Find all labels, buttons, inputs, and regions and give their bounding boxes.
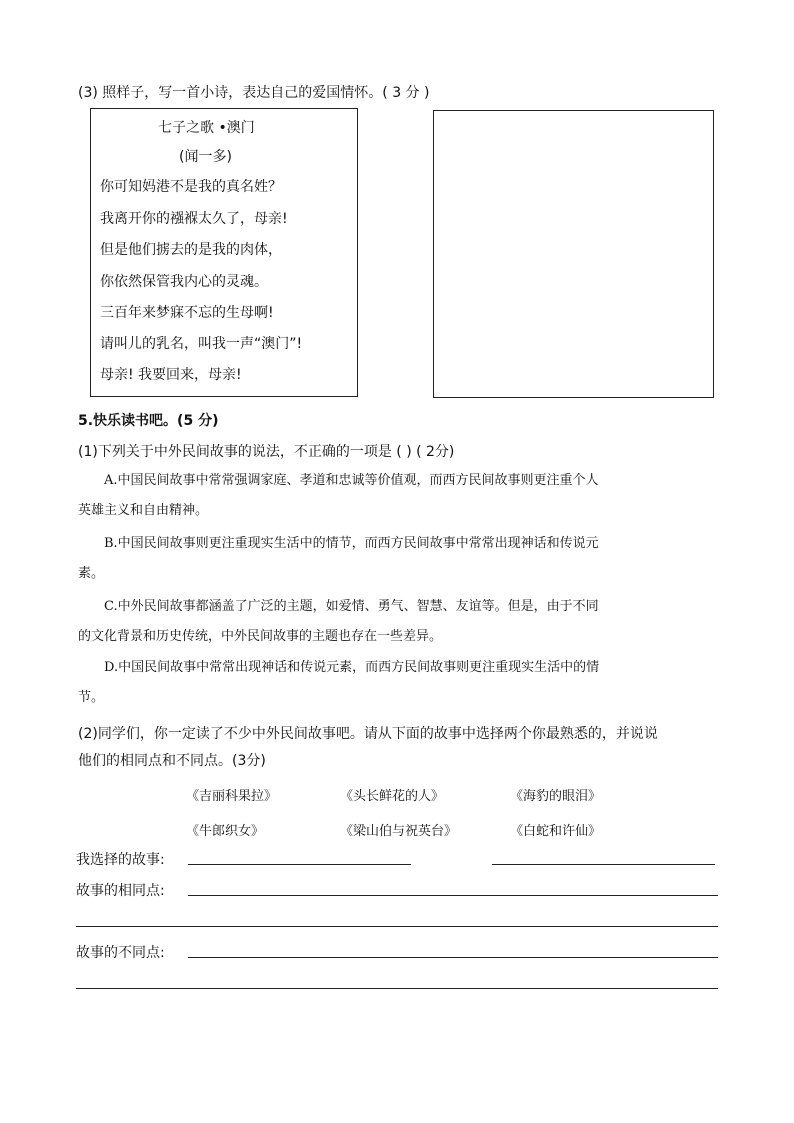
q5-part2-question-line1: (2)同学们，你一定读了不少中外民间故事吧。请从下面的故事中选择两个你最熟悉的，并说说: [78, 726, 658, 742]
poem-box: [90, 108, 358, 397]
option-d-line2: 节。: [78, 690, 105, 705]
story-title: 《海豹的眼泪》: [510, 789, 602, 804]
option-a-line1: A.中国民间故事中常常强调家庭、孝道和忠诚等价值观，而西方民间故事则更注重个人: [104, 473, 599, 488]
option-d-line1: D.中国民间故事中常常出现神话和传说元素，而西方民间故事则更注重现实生活中的情: [104, 660, 600, 675]
diff-points-blank-1[interactable]: [188, 957, 718, 958]
poem-line: 但是他们掳去的是我的肉体，: [100, 242, 282, 258]
diff-points-blank-2[interactable]: [76, 988, 718, 989]
option-c-line1: C.中外民间故事都涵盖了广泛的主题，如爱情、勇气、智慧、友谊等。但是，由于不同: [104, 599, 599, 614]
option-b-line1: B.中国民间故事则更注重现实生活中的情节，而西方民间故事中常常出现神话和传说元: [104, 536, 599, 551]
poem-line: 你依然保管我内心的灵魂。: [100, 274, 268, 290]
story-title: 《头长鲜花的人》: [340, 789, 445, 804]
same-points-blank-1[interactable]: [188, 895, 718, 896]
poem-title: 七子之歌 •澳门: [158, 120, 255, 136]
q5-part2-question-line2: 他们的相同点和不同点。(3分): [78, 753, 266, 769]
chosen-story-blank-2[interactable]: [492, 864, 715, 865]
option-c-line2: 的文化背景和历史传统，中外民间故事的主题也存在一些差异。: [78, 629, 443, 644]
story-title: 《吉丽科果拉》: [186, 789, 278, 804]
option-a-line2: 英雄主义和自由精神。: [78, 503, 209, 518]
q5-part1-question: (1)下列关于中外民间故事的说法，不正确的一项是 ( ) ( 2分): [78, 444, 455, 460]
poem-author: (闻一多): [179, 149, 232, 165]
poem-answer-box[interactable]: [433, 110, 714, 398]
diff-points-label: 故事的不同点:: [76, 945, 165, 961]
option-b-line2: 素。: [78, 566, 105, 581]
q3-prompt: (3) 照样子，写一首小诗，表达自己的爱国情怀。( 3 分 ): [78, 85, 430, 101]
story-title: 《牛郎织女》: [186, 824, 265, 839]
q5-heading: 5.快乐读书吧。(5 分): [78, 413, 219, 429]
story-title: 《白蛇和许仙》: [510, 824, 602, 839]
chosen-story-blank-1[interactable]: [188, 864, 411, 865]
poem-line: 三百年来梦寐不忘的生母啊!: [100, 305, 274, 321]
same-points-blank-2[interactable]: [76, 926, 718, 927]
poem-line: 我离开你的襁褓太久了，母亲!: [100, 211, 288, 227]
story-title: 《梁山伯与祝英台》: [340, 824, 458, 839]
chosen-story-label: 我选择的故事:: [76, 852, 165, 868]
poem-line: 你可知妈港不是我的真名姓？: [100, 179, 282, 195]
same-points-label: 故事的相同点:: [76, 883, 165, 899]
poem-line: 请叫儿的乳名，叫我一声“澳门”!: [100, 336, 303, 352]
poem-line: 母亲! 我要回来，母亲!: [100, 367, 242, 383]
